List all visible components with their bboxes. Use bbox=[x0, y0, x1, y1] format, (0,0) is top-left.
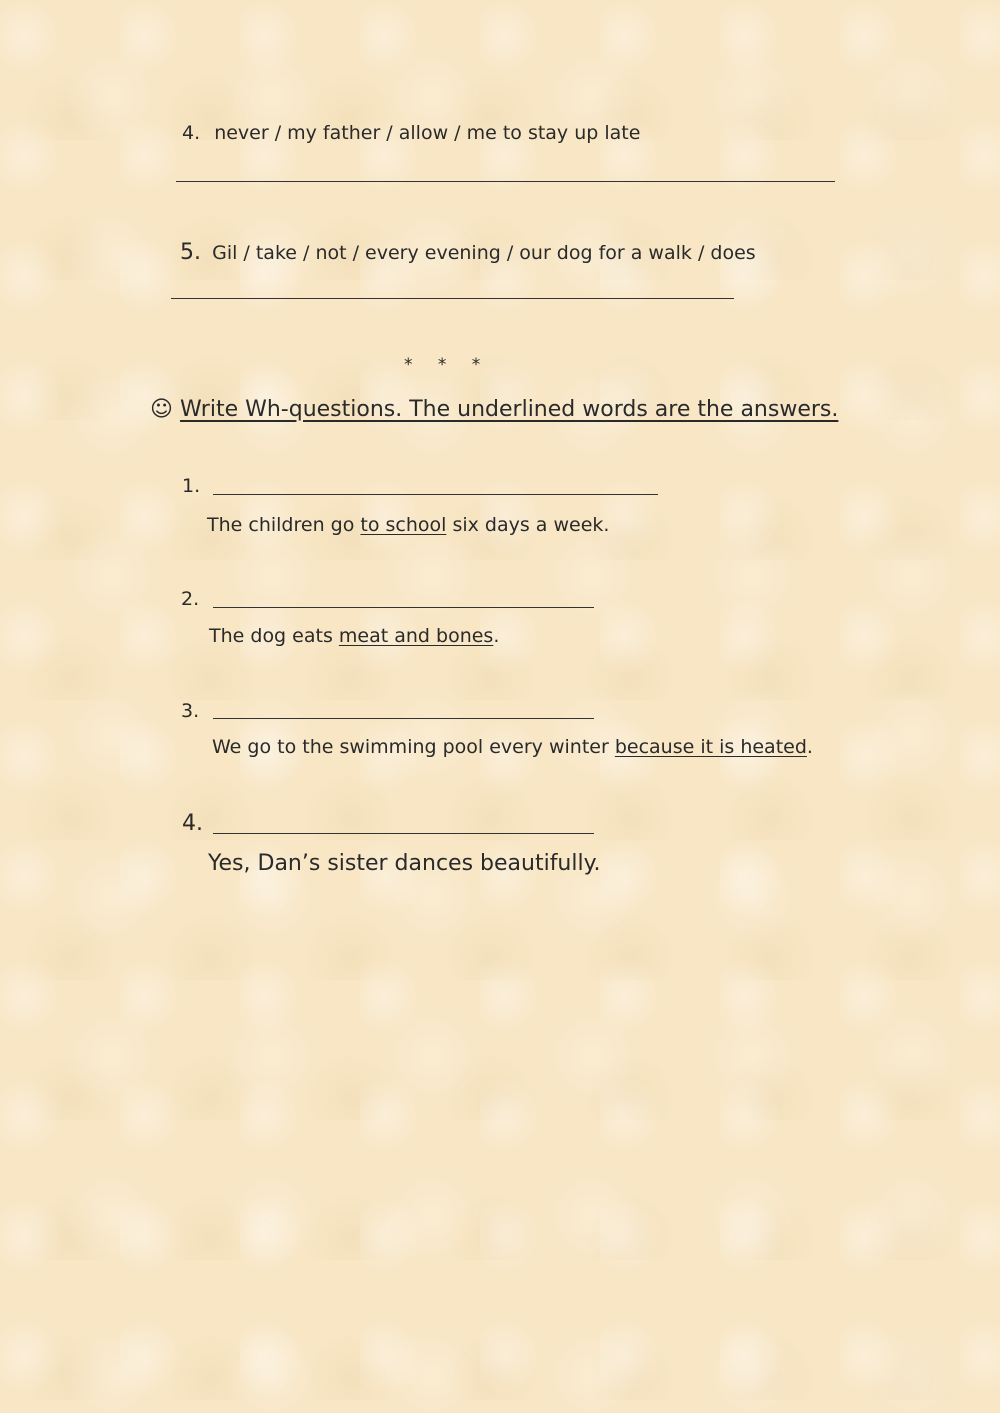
answer-line-ordering-4[interactable] bbox=[176, 181, 835, 182]
section-separator: * * * bbox=[404, 355, 491, 375]
answer-line-question-3[interactable] bbox=[213, 718, 594, 719]
item-text: Gil / take / not / every evening / our dog for a walk / does bbox=[212, 242, 756, 264]
smiley-icon: ☺ bbox=[150, 397, 173, 422]
question-3-number: 3. bbox=[181, 700, 200, 722]
answer-line-question-1[interactable] bbox=[213, 494, 658, 495]
section-heading bbox=[150, 397, 838, 422]
section-title: Write Wh-questions. The underlined words are the answers. bbox=[180, 397, 839, 422]
ordering-item-5 bbox=[180, 240, 756, 265]
question-3-sentence: We go to the swimming pool every winter because it is heated. bbox=[212, 736, 813, 758]
ordering-item-4 bbox=[182, 122, 640, 144]
underlined-answer: because it is heated bbox=[614, 736, 807, 758]
item-number: 4. bbox=[182, 122, 201, 144]
underlined-answer: meat and bones bbox=[338, 625, 494, 647]
question-1-sentence: The children go to school six days a week. bbox=[207, 514, 610, 536]
question-2-number: 2. bbox=[181, 588, 200, 610]
item-text: never / my father / allow / me to stay up late bbox=[214, 122, 641, 144]
item-number: 5. bbox=[180, 240, 201, 265]
question-1-number: 1. bbox=[182, 475, 201, 497]
underlined-answer: to school bbox=[360, 514, 447, 536]
question-4-number: 4. bbox=[182, 811, 203, 836]
question-4-sentence: Yes, Dan’s sister dances beautifully. bbox=[208, 851, 601, 876]
answer-line-ordering-5[interactable] bbox=[171, 298, 734, 299]
answer-line-question-4[interactable] bbox=[213, 833, 594, 834]
question-2-sentence: The dog eats meat and bones. bbox=[209, 625, 500, 647]
answer-line-question-2[interactable] bbox=[213, 607, 594, 608]
